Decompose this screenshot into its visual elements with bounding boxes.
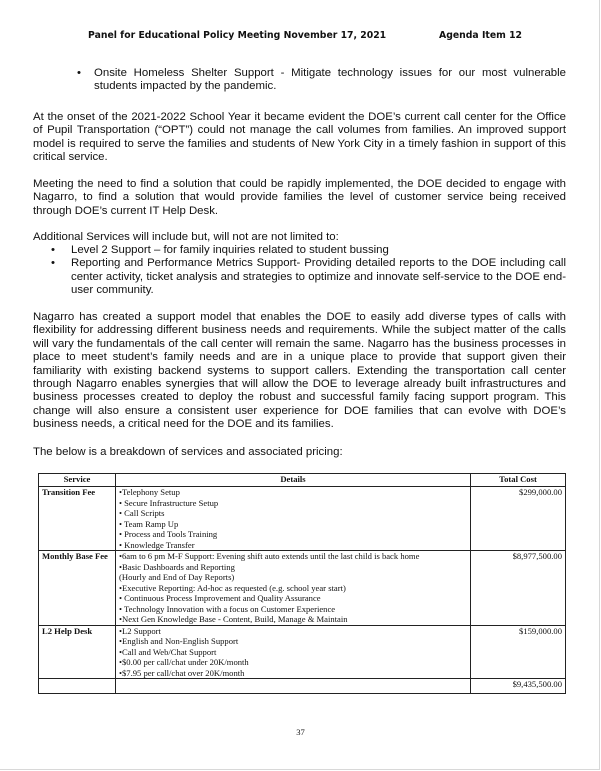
detail-line: •$7.95 per call/chat over 20K/month: [119, 667, 245, 678]
detail-line: (Hourly and End of Day Reports): [119, 572, 235, 582]
empty-cell: [116, 679, 471, 694]
detail-line: •Executive Reporting: Ad-hoc as requested (e.g. school year start): [119, 582, 346, 593]
detail-line: • Call Scripts: [119, 508, 165, 518]
list-item-text: Onsite Homeless Shelter Support - Mitigate technology issues for our most vulnerable students impacted by the pandemic.: [94, 67, 566, 93]
list-item-text: Reporting and Performance Metrics Support- Providing detailed reports to the DOE including call center activity, ticket analysis and strategies to optimize and innovate self-service to the DOE end-user community.: [71, 257, 566, 297]
table-header-row: [39, 474, 566, 487]
bullet-icon: •: [77, 67, 81, 79]
list-item: [33, 244, 566, 257]
cost-cell: $159,000.00: [471, 625, 566, 679]
detail-line: • Secure Infrastructure Setup: [119, 497, 219, 508]
bullet-icon: •: [51, 257, 55, 270]
list-item: [33, 257, 566, 297]
details-cell: [116, 551, 471, 626]
paragraph-meeting-need: Meeting the need to find a solution that could be rapidly implemented, the DOE decided to engage with Nagarro, to find a solution that would provide families the level of customer service being received through DOE’s current IT Help Desk.: [33, 178, 566, 217]
detail-line: • Continuous Process Improvement and Quality Assurance: [119, 593, 321, 603]
detail-line: •$0.00 per call/chat under 20K/month: [119, 657, 249, 667]
detail-line: • Knowledge Transfer: [119, 539, 195, 550]
detail-line: • Technology Innovation with a focus on Customer Experience: [119, 603, 336, 614]
detail-line: •Basic Dashboards and Reporting: [119, 561, 235, 572]
agenda-item-label: Agenda Item 12: [439, 30, 523, 41]
paragraph-breakdown-intro: The below is a breakdown of services and associated pricing:: [33, 446, 343, 458]
column-header-service: Service: [39, 474, 116, 487]
detail-line: •6am to 6 pm M-F Support: Evening shift auto extends until the last child is back home: [119, 551, 420, 561]
table-row: [39, 625, 566, 679]
column-header-details: Details: [116, 474, 471, 487]
list-item: [33, 67, 566, 94]
pricing-table: [38, 473, 566, 694]
detail-line: • Team Ramp Up: [119, 518, 179, 529]
column-header-total-cost: Total Cost: [471, 474, 566, 487]
meeting-title: Panel for Educational Policy Meeting November 17, 2021: [88, 30, 387, 41]
paragraph-nagarro: Nagarro has created a support model that enables the DOE to easily add diverse types of calls with flexibility for addressing different business needs and requirements. While the subject matter of the calls will vary the fundamentals of the call center will remain the same. Nagarro has the business processes in place to meet student’s family needs and are in a unique place to provide that support given their familiarity with existing backend systems to support callers. Extending the transportation call center through Nagarro enables synergies that will allow the DOE to leverage already built infrastructures and business processes created to deploy the robust and successful family facing support program. This change will also ensure a consistent user experience for DOE families that can evolve with DOE’s business needs, a critical need for the DOE and its families.: [33, 311, 566, 431]
table-total-row: [39, 679, 566, 694]
paragraph-onset: At the onset of the 2021-2022 School Year it became evident the DOE’s current call center for the Office of Pupil Transportation (“OPT”) could not manage the call volumes from families. An improved support model is required to serve the families and students of New York City in a timely fashion in support of this critical service.: [33, 111, 566, 164]
detail-line: •Telephony Setup: [119, 487, 180, 497]
detail-line: •English and Non-English Support: [119, 636, 239, 646]
intro-bullet-list: [33, 67, 566, 94]
empty-cell: [39, 679, 116, 694]
page-number: 37: [296, 727, 305, 737]
service-cell: L2 Help Desk: [39, 625, 116, 679]
detail-line: •L2 Support: [119, 625, 161, 636]
details-cell: [116, 487, 471, 551]
detail-line: •Next Gen Knowledge Base - Content, Build, Manage & Maintain: [119, 614, 348, 624]
bullet-icon: •: [51, 244, 55, 256]
details-cell: [116, 625, 471, 679]
paragraph-additional-services: Additional Services will include but, will not are not limited to:: [33, 231, 339, 243]
additional-services-list: [33, 244, 566, 298]
table-row: [39, 551, 566, 626]
cost-cell: $8,977,500.00: [471, 551, 566, 626]
detail-line: •Call and Web/Chat Support: [119, 646, 217, 657]
cost-cell: $299,000.00: [471, 487, 566, 551]
total-cost-cell: $9,435,500.00: [471, 679, 566, 694]
detail-line: • Process and Tools Training: [119, 529, 218, 539]
service-cell: Transition Fee: [39, 487, 116, 551]
service-cell: Monthly Base Fee: [39, 551, 116, 626]
table-row: [39, 487, 566, 551]
list-item-text: Level 2 Support – for family inquiries related to student bussing: [71, 244, 389, 256]
